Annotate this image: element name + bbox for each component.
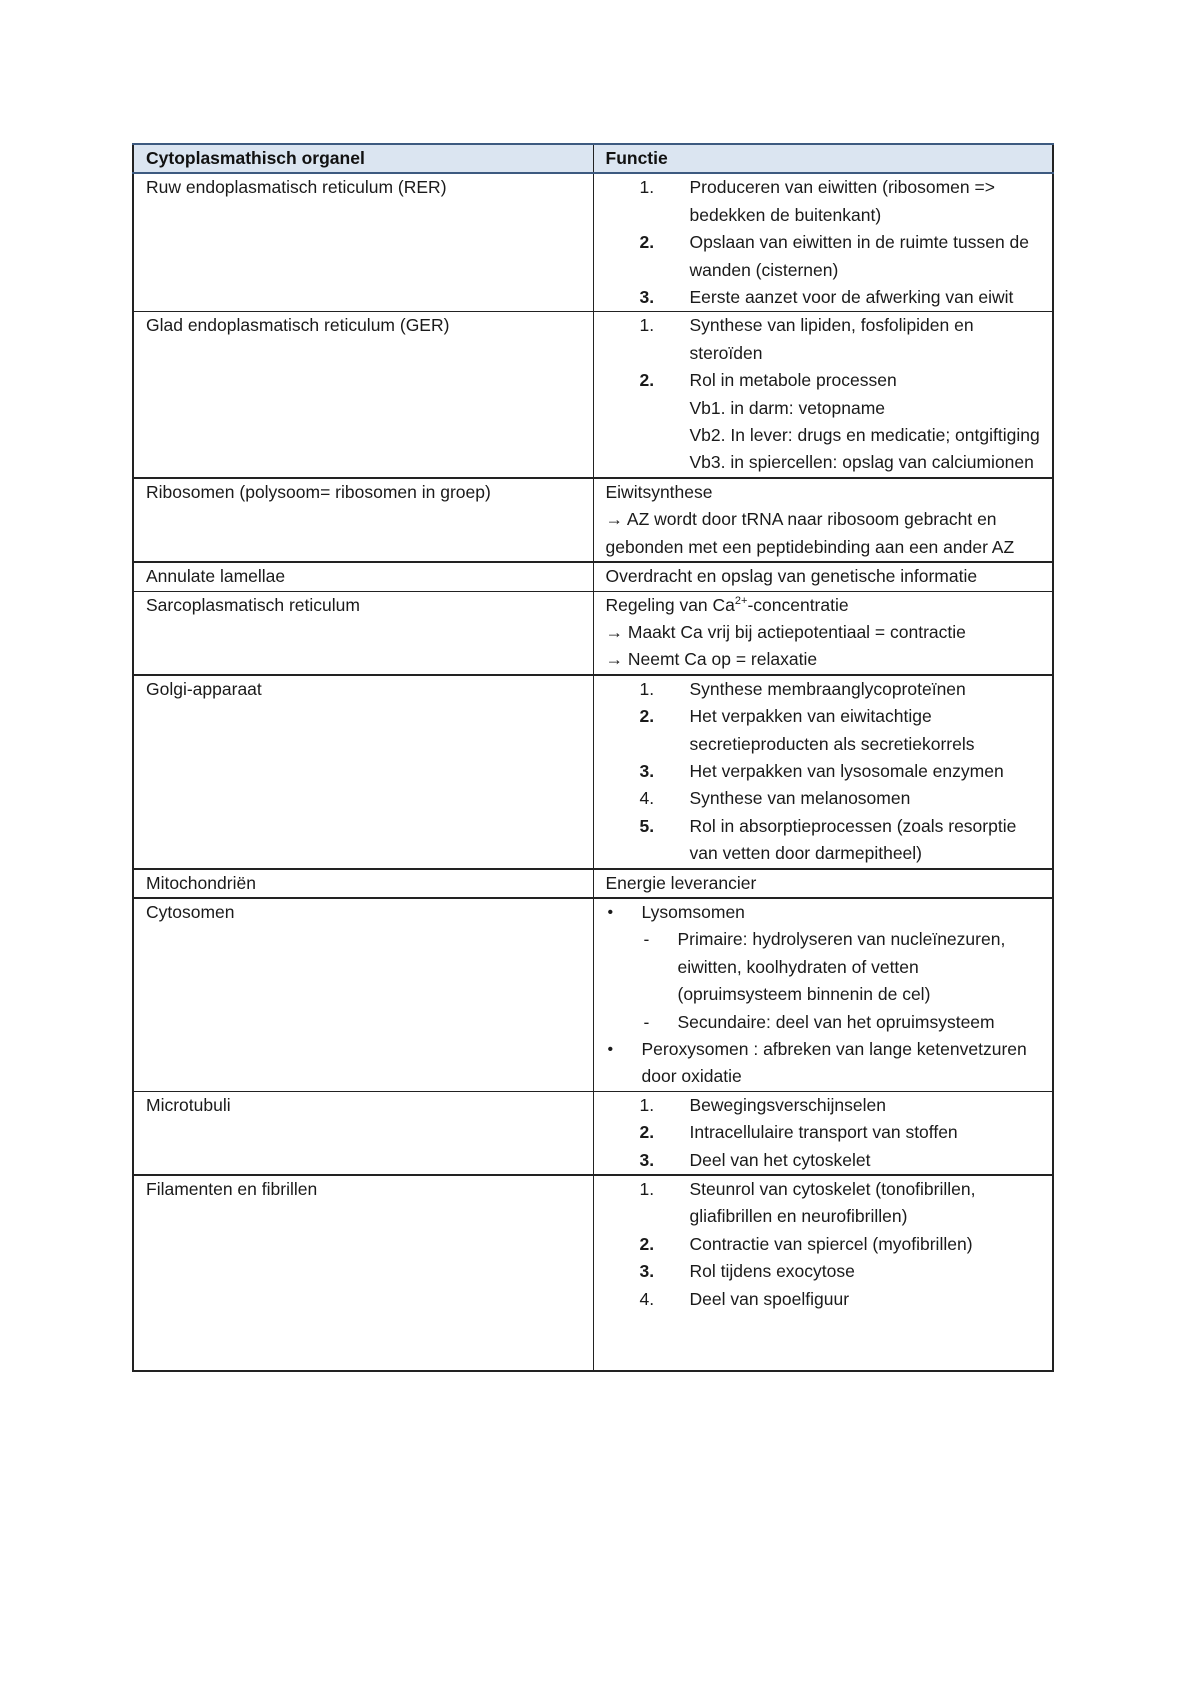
list-number: 2.	[639, 706, 655, 727]
numbered-list	[606, 1092, 1045, 1174]
table-row	[133, 562, 1053, 591]
list-number: 3.	[639, 1261, 655, 1282]
list-item: 2. Het verpakken van eiwitachtige secretieproducten als secretiekorrels	[606, 703, 1045, 758]
dash-icon: -	[643, 1011, 650, 1032]
list-number: 2.	[639, 1122, 655, 1143]
list-item: 2. Rol in metabole processen	[606, 367, 1045, 394]
table-row	[133, 478, 1053, 562]
functie-text: Overdracht en opslag van genetische informatie	[593, 562, 1053, 591]
list-number: 1.	[639, 1179, 655, 1200]
table-row	[133, 1091, 1053, 1175]
list-item: 4. Deel van spoelfiguur	[606, 1286, 1045, 1313]
organel-name: Glad endoplasmatisch reticulum (GER)	[133, 312, 593, 478]
list-item: 2. Opslaan van eiwitten in de ruimte tussen de wanden (cisternen)	[606, 229, 1045, 284]
arrow-line: → AZ wordt door tRNA naar ribosoom gebracht en gebonden met een peptidebinding aan een ander AZ	[605, 509, 1015, 557]
functie-cell	[593, 591, 1053, 675]
list-item: 5. Rol in absorptieprocessen (zoals resorptie van vetten door darmepitheel)	[606, 813, 1045, 868]
arrow-icon: →	[605, 509, 623, 530]
organel-name: Sarcoplasmatisch reticulum	[133, 591, 593, 675]
bullet-icon: •	[607, 1041, 614, 1058]
list-number: 5.	[639, 815, 655, 836]
arrow-icon: →	[605, 649, 623, 670]
list-item: 2. Intracellulaire transport van stoffen	[606, 1119, 1045, 1146]
numbered-list	[606, 1176, 1045, 1313]
example-line: Vb1. in darm: vetopname	[689, 397, 886, 418]
list-item: 3. Eerste aanzet voor de afwerking van eiwit	[606, 284, 1045, 311]
table-row	[133, 173, 1053, 312]
functie-cell	[593, 675, 1053, 869]
list-number: 4.	[639, 1288, 655, 1309]
bullet-icon: •	[607, 903, 614, 921]
table-row	[133, 869, 1053, 898]
list-number: 1.	[639, 315, 655, 336]
list-item: 2. Contractie van spiercel (myofibrillen)	[606, 1231, 1045, 1258]
numbered-list	[606, 312, 1045, 394]
functie-title: Eiwitsynthese	[605, 481, 713, 502]
header-functie: Functie	[593, 144, 1053, 173]
organel-name: Cytosomen	[133, 898, 593, 1091]
list-number: 1.	[639, 1094, 655, 1115]
list-item: 3. Rol tijdens exocytose	[606, 1258, 1045, 1285]
numbered-list	[606, 174, 1045, 311]
organel-name: Filamenten en fibrillen	[133, 1175, 593, 1371]
list-number: 4.	[639, 788, 655, 809]
organel-name: Ruw endoplasmatisch reticulum (RER)	[133, 173, 593, 312]
dash-icon: -	[643, 929, 650, 950]
functie-title: Regeling van $Ca^{2+}$-concentratie	[605, 594, 849, 615]
list-number: 1.	[639, 177, 655, 198]
functie-cell	[593, 173, 1053, 312]
example-line: Vb2. In lever: drugs en medicatie; ontgiftiging	[689, 425, 1040, 446]
list-item: 1. Synthese membraanglycoproteïnen	[606, 676, 1045, 703]
functie-cell	[593, 478, 1053, 562]
table-row	[133, 591, 1053, 675]
arrow-icon: →	[605, 621, 623, 642]
arrow-line: → Maakt Ca vrij bij actiepotentiaal = contractie	[605, 621, 966, 642]
list-item: - Secundaire: deel van het opruimsysteem	[642, 1009, 1045, 1036]
list-item: - Primaire: hydrolyseren van nucleïnezuren, eiwitten, koolhydraten of vetten (opruimsysteem binnenin de cel)	[642, 926, 1045, 1008]
list-item: 1. Synthese van lipiden, fosfolipiden en steroïden	[606, 312, 1045, 367]
organel-name: Annulate lamellae	[133, 562, 593, 591]
table-row	[133, 898, 1053, 1091]
list-item: 1. Produceren van eiwitten (ribosomen => bedekken de buitenkant)	[606, 174, 1045, 229]
list-item: • Peroxysomen : afbreken van lange ketenvetzuren door oxidatie	[606, 1036, 1045, 1091]
list-number: 1.	[639, 678, 655, 699]
list-number: 2.	[639, 232, 655, 253]
organel-name: Golgi-apparaat	[133, 675, 593, 869]
table-header-row	[133, 144, 1053, 173]
functie-cell	[593, 1175, 1053, 1371]
numbered-list	[606, 676, 1045, 868]
list-number: 2.	[639, 1233, 655, 1254]
list-number: 3.	[639, 1149, 655, 1170]
list-item: 1. Steunrol van cytoskelet (tonofibrillen, gliafibrillen en neurofibrillen)	[606, 1176, 1045, 1231]
organel-name: Ribosomen (polysoom= ribosomen in groep)	[133, 478, 593, 562]
table-row	[133, 312, 1053, 478]
list-item: • Lysomsomen - Primaire: hydrolyseren van nucleïnezuren, eiwitten, koolhydraten of vetten (opruimsysteem binnenin de cel) - Secundaire: deel van het opruimsysteem	[606, 899, 1045, 1036]
list-number: 2.	[639, 370, 655, 391]
list-item: 4. Synthese van melanosomen	[606, 785, 1045, 812]
list-item: 3. Het verpakken van lysosomale enzymen	[606, 758, 1045, 785]
header-organel: Cytoplasmathisch organel	[133, 144, 593, 173]
organel-table	[132, 143, 1054, 1372]
organel-name: Microtubuli	[133, 1091, 593, 1175]
list-item: 3. Deel van het cytoskelet	[606, 1147, 1045, 1174]
dash-list	[642, 926, 1045, 1036]
superscript: 2+	[734, 594, 748, 607]
table-row	[133, 675, 1053, 869]
organel-name: Mitochondriën	[133, 869, 593, 898]
list-number: 3.	[639, 287, 655, 308]
functie-cell	[593, 1091, 1053, 1175]
arrow-line: → Neemt Ca op = relaxatie	[605, 649, 818, 670]
list-number: 3.	[639, 760, 655, 781]
functie-text: Energie leverancier	[593, 869, 1053, 898]
functie-cell	[593, 898, 1053, 1091]
list-item: 1. Bewegingsverschijnselen	[606, 1092, 1045, 1119]
functie-cell	[593, 312, 1053, 478]
table-row	[133, 1175, 1053, 1371]
bullet-list	[606, 899, 1045, 1091]
example-line: Vb3. in spiercellen: opslag van calciumionen	[689, 452, 1034, 473]
